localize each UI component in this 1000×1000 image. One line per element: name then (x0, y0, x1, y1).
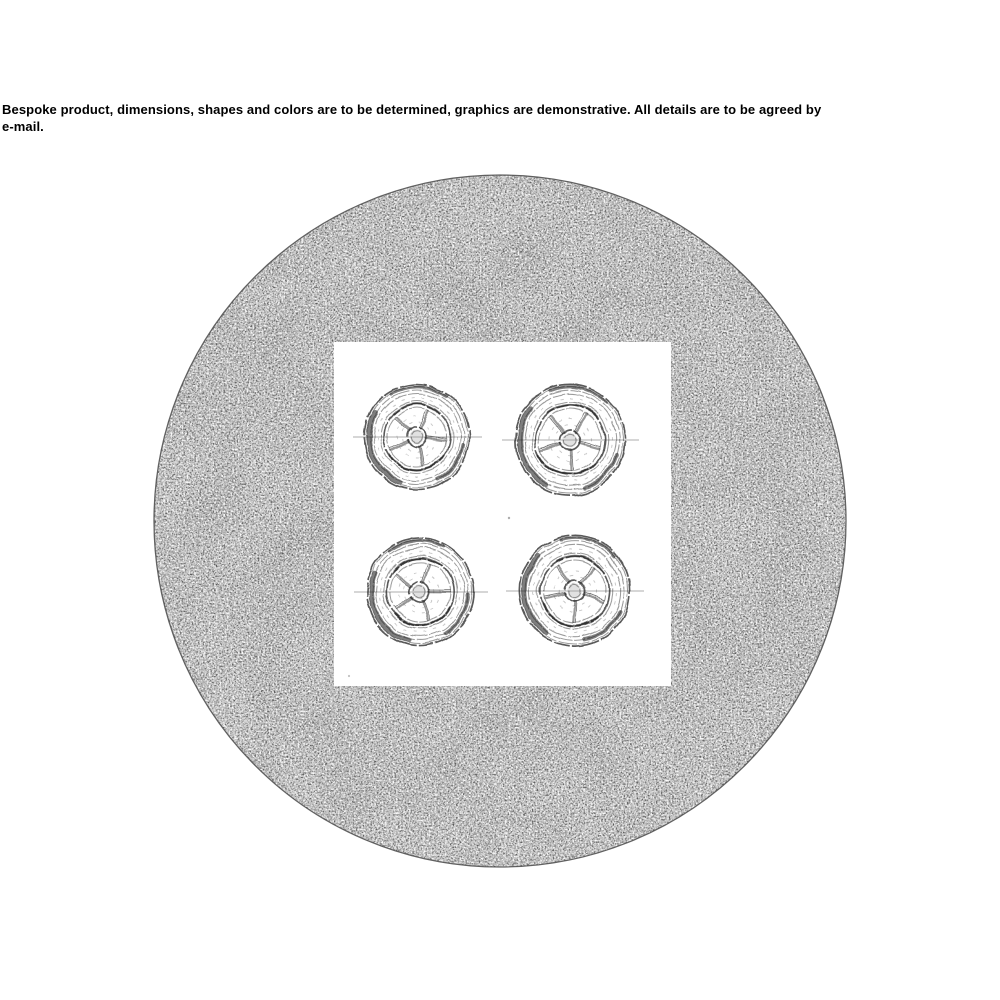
design-panel (334, 342, 671, 686)
dust-speck (348, 675, 350, 677)
disclaimer-line-2: e-mail. (2, 118, 44, 134)
disclaimer-line-1: Bespoke product, dimensions, shapes and colors are to be determined, graphics are demonstrative. All details are to be agreed by (2, 102, 822, 117)
dust-speck (508, 517, 510, 519)
